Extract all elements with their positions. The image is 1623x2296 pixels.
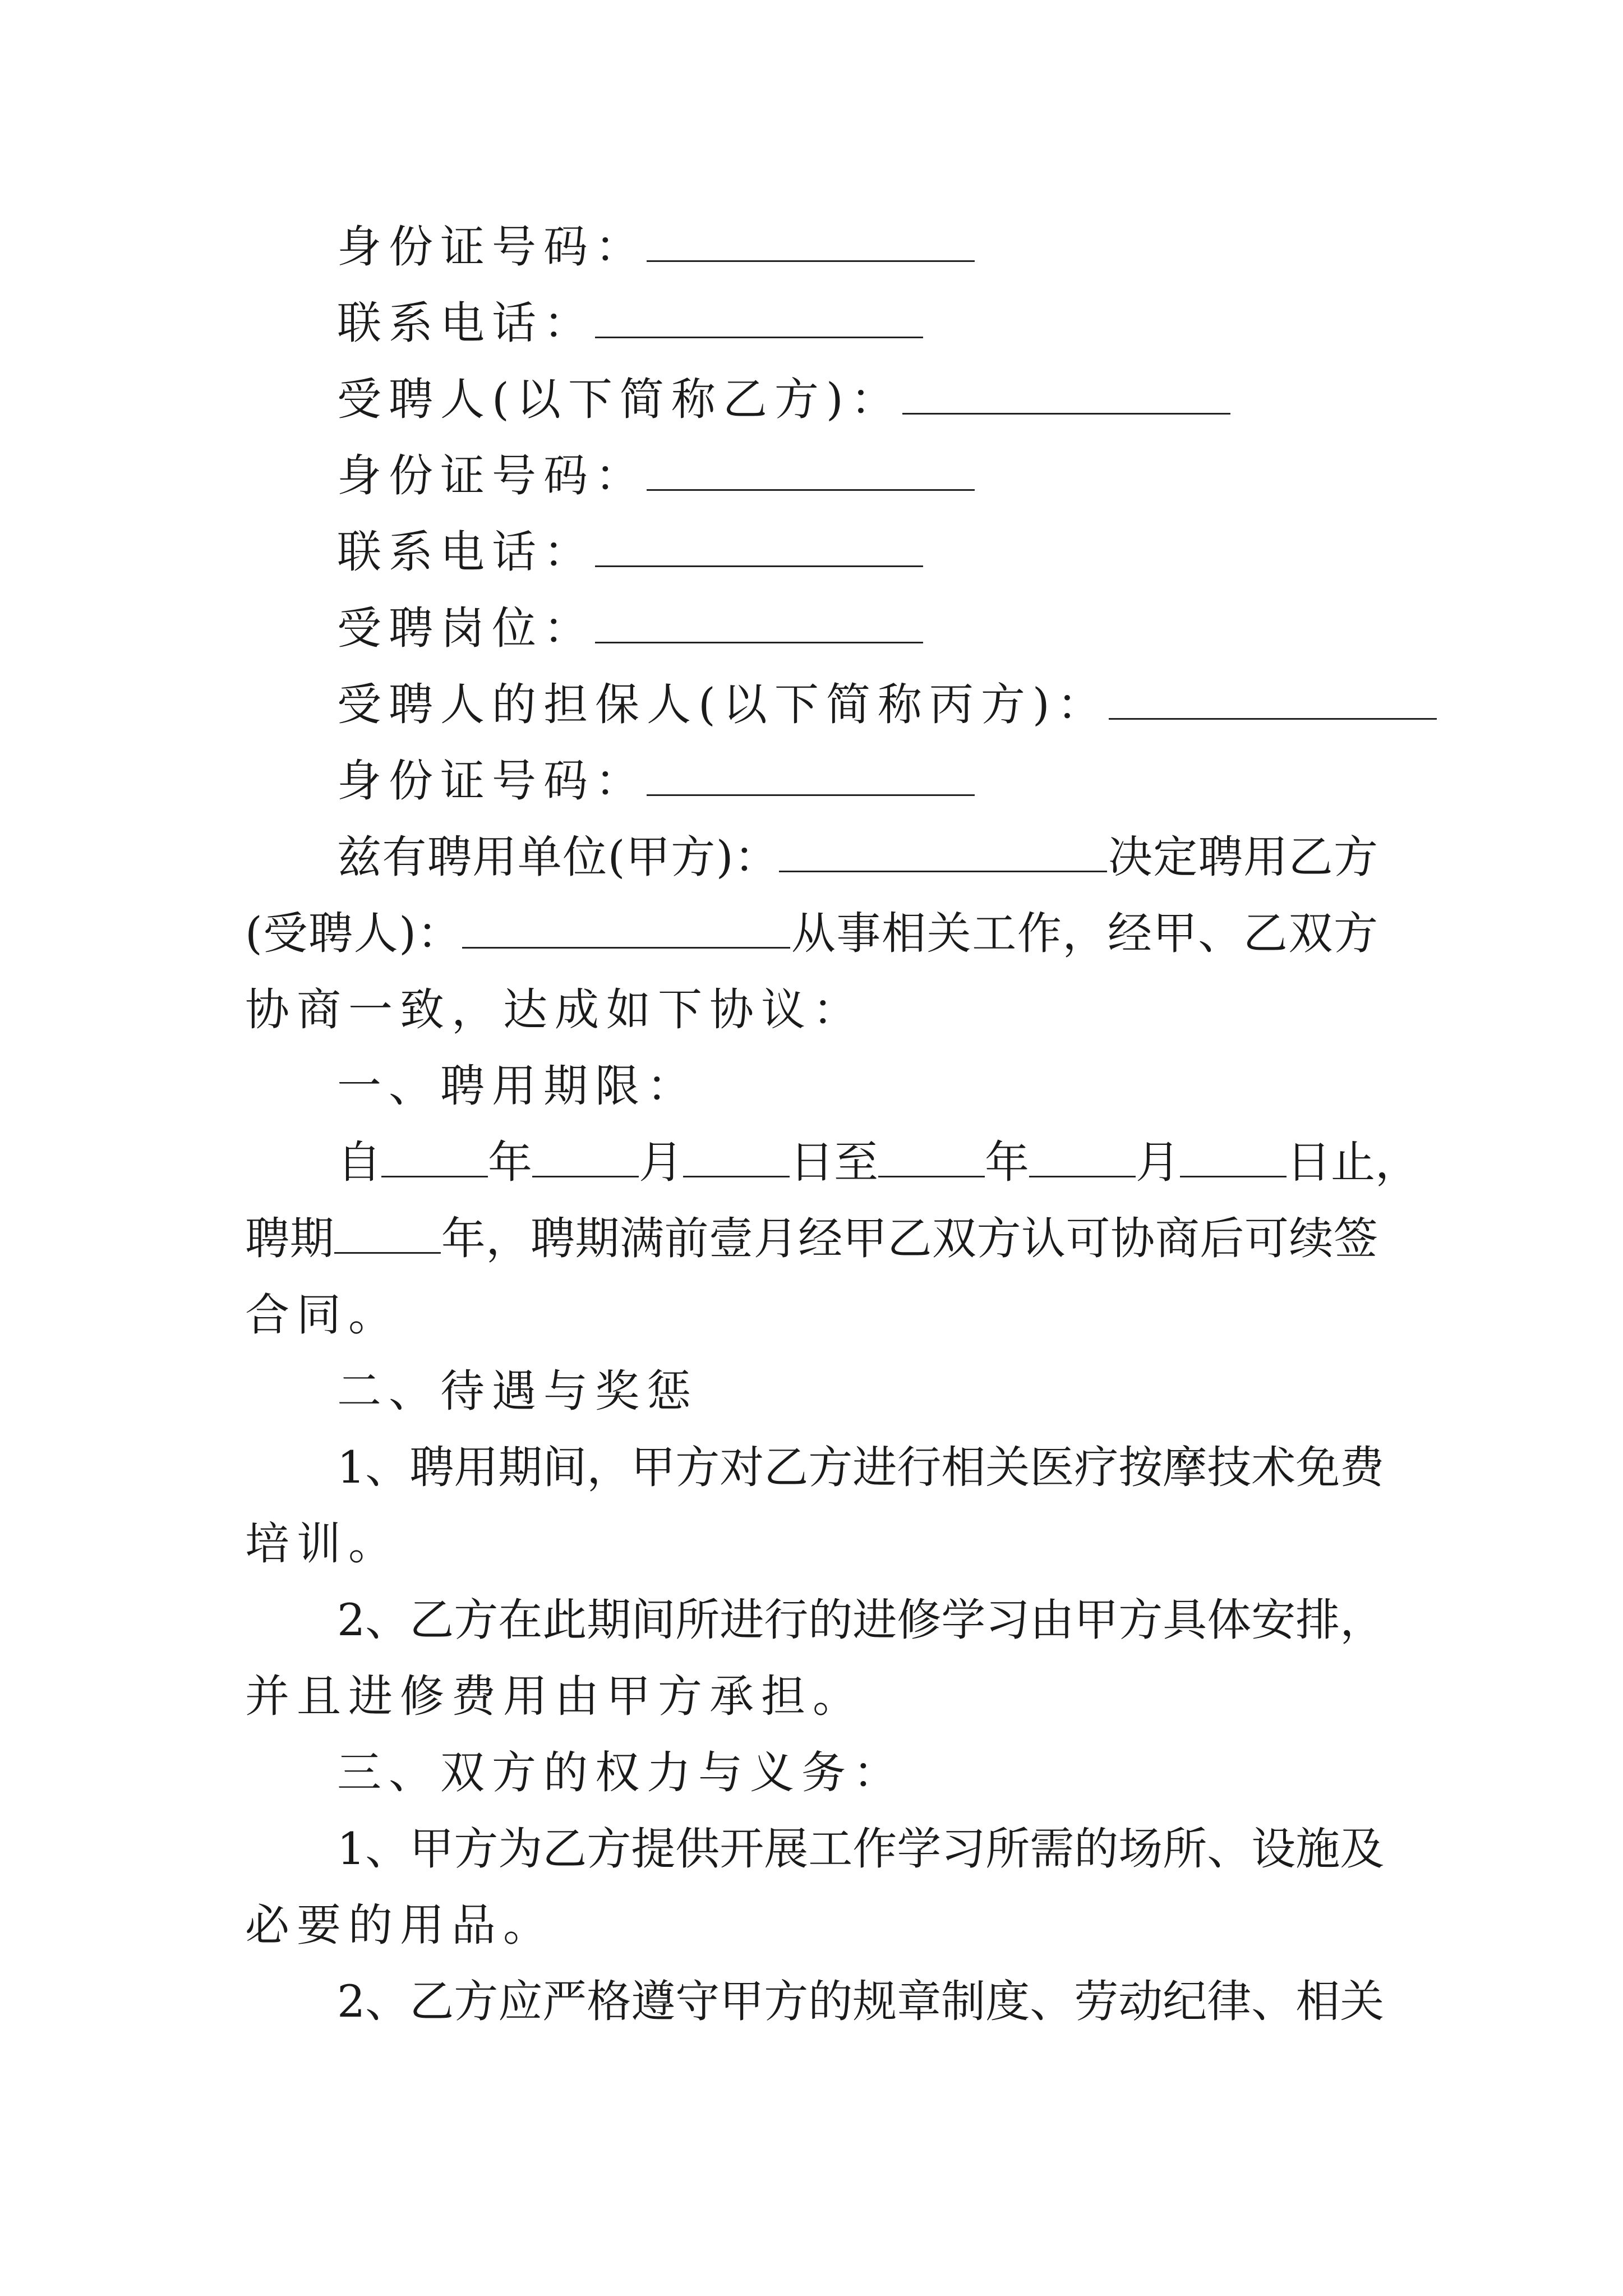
term-text: 月 (1136, 1137, 1180, 1188)
term-text: 合同。 (245, 1289, 400, 1341)
guarantor-line (245, 666, 1378, 743)
term-dates-line (245, 1124, 1419, 1200)
field-label: 身份证号码： (337, 221, 647, 273)
section-heading (245, 1048, 1378, 1124)
field-label: 身份证号码： (337, 450, 647, 501)
term-text: 日止， (1287, 1137, 1419, 1188)
term-period-line (245, 1200, 1378, 1277)
paragraph-line (245, 1887, 1378, 1963)
blank-underline (647, 224, 975, 262)
blank-underline (1029, 1140, 1136, 1177)
position-line (245, 590, 1378, 666)
blank-underline (1109, 682, 1437, 720)
section-heading (245, 1353, 1378, 1429)
blank-underline (532, 1140, 639, 1177)
section-heading (245, 1734, 1378, 1811)
field-label: 受聘岗位： (337, 602, 595, 654)
blank-underline (334, 1216, 441, 1254)
paragraph-text: 1、甲方为乙方提供开展工作学习所需的场所、设施及 (337, 1823, 1385, 1875)
paragraph-line (245, 1429, 1385, 1506)
term-text: 聘期 (245, 1213, 335, 1264)
blank-underline (902, 377, 1230, 415)
blank-underline (683, 1140, 790, 1177)
term-text: 自 (337, 1137, 381, 1188)
section-heading-text: 三、双方的权力与义务： (337, 1747, 905, 1798)
blank-underline (462, 911, 790, 949)
paragraph-text: 并且进修费用由甲方承担。 (245, 1671, 864, 1722)
phone-line-1 (245, 285, 1378, 361)
id-number-line-1 (245, 209, 1378, 285)
term-text: 日至 (790, 1137, 878, 1188)
intro-text: (受聘人)： (245, 908, 463, 959)
paragraph-line (245, 1811, 1385, 1887)
paragraph-text: 1、聘用期间，甲方对乙方进行相关医疗按摩技术免费 (337, 1442, 1385, 1493)
blank-underline (595, 606, 923, 643)
blank-underline (878, 1140, 985, 1177)
field-label: 受聘人的担保人(以下简称丙方)： (337, 679, 1109, 730)
term-text: 年 (488, 1137, 532, 1188)
field-label: 受聘人(以下简称乙方)： (337, 374, 902, 425)
paragraph-text: 培训。 (245, 1518, 400, 1570)
field-label: 身份证号码： (337, 755, 647, 807)
intro-line-2 (245, 895, 1378, 972)
term-text: 年，聘期满前壹月经甲乙双方认可协商后可续签 (441, 1213, 1378, 1264)
intro-text: 协商一致，达成如下协议： (245, 984, 864, 1036)
intro-text: 从事相关工作，经甲、乙双方 (790, 908, 1378, 959)
document-body (245, 209, 1419, 2040)
term-text: 年 (985, 1137, 1029, 1188)
intro-text: 决定聘用乙方 (1107, 831, 1378, 883)
intro-line-1 (245, 819, 1378, 895)
paragraph-text: 2、乙方应严格遵守甲方的规章制度、劳动纪律、相关 (337, 1976, 1385, 2027)
paragraph-line (245, 1506, 1378, 1582)
paragraph-line (245, 1658, 1378, 1734)
blank-underline (647, 758, 975, 796)
employee-line (245, 361, 1378, 438)
section-heading-text: 一、聘用期限： (337, 1060, 698, 1112)
intro-text: 兹有聘用单位(甲方)： (337, 831, 780, 883)
field-label: 联系电话： (337, 526, 595, 578)
id-number-line-2 (245, 438, 1378, 514)
blank-underline (381, 1140, 488, 1177)
section-heading-text: 二、待遇与奖惩 (337, 1365, 698, 1417)
intro-line-3 (245, 972, 1378, 1048)
blank-underline (779, 835, 1107, 872)
paragraph-line (245, 1963, 1385, 2040)
blank-underline (595, 530, 923, 567)
phone-line-2 (245, 514, 1378, 590)
id-number-line-3 (245, 743, 1378, 819)
paragraph-text: 2、乙方在此期间所进行的进修学习由甲方具体安排， (337, 1594, 1385, 1646)
blank-underline (647, 453, 975, 491)
paragraph-text: 必要的用品。 (245, 1899, 555, 1951)
term-contract-line (245, 1277, 1378, 1353)
blank-underline (595, 301, 923, 338)
blank-underline (1180, 1140, 1287, 1177)
field-label: 联系电话： (337, 297, 595, 349)
paragraph-line (245, 1582, 1385, 1658)
term-text: 月 (639, 1137, 683, 1188)
